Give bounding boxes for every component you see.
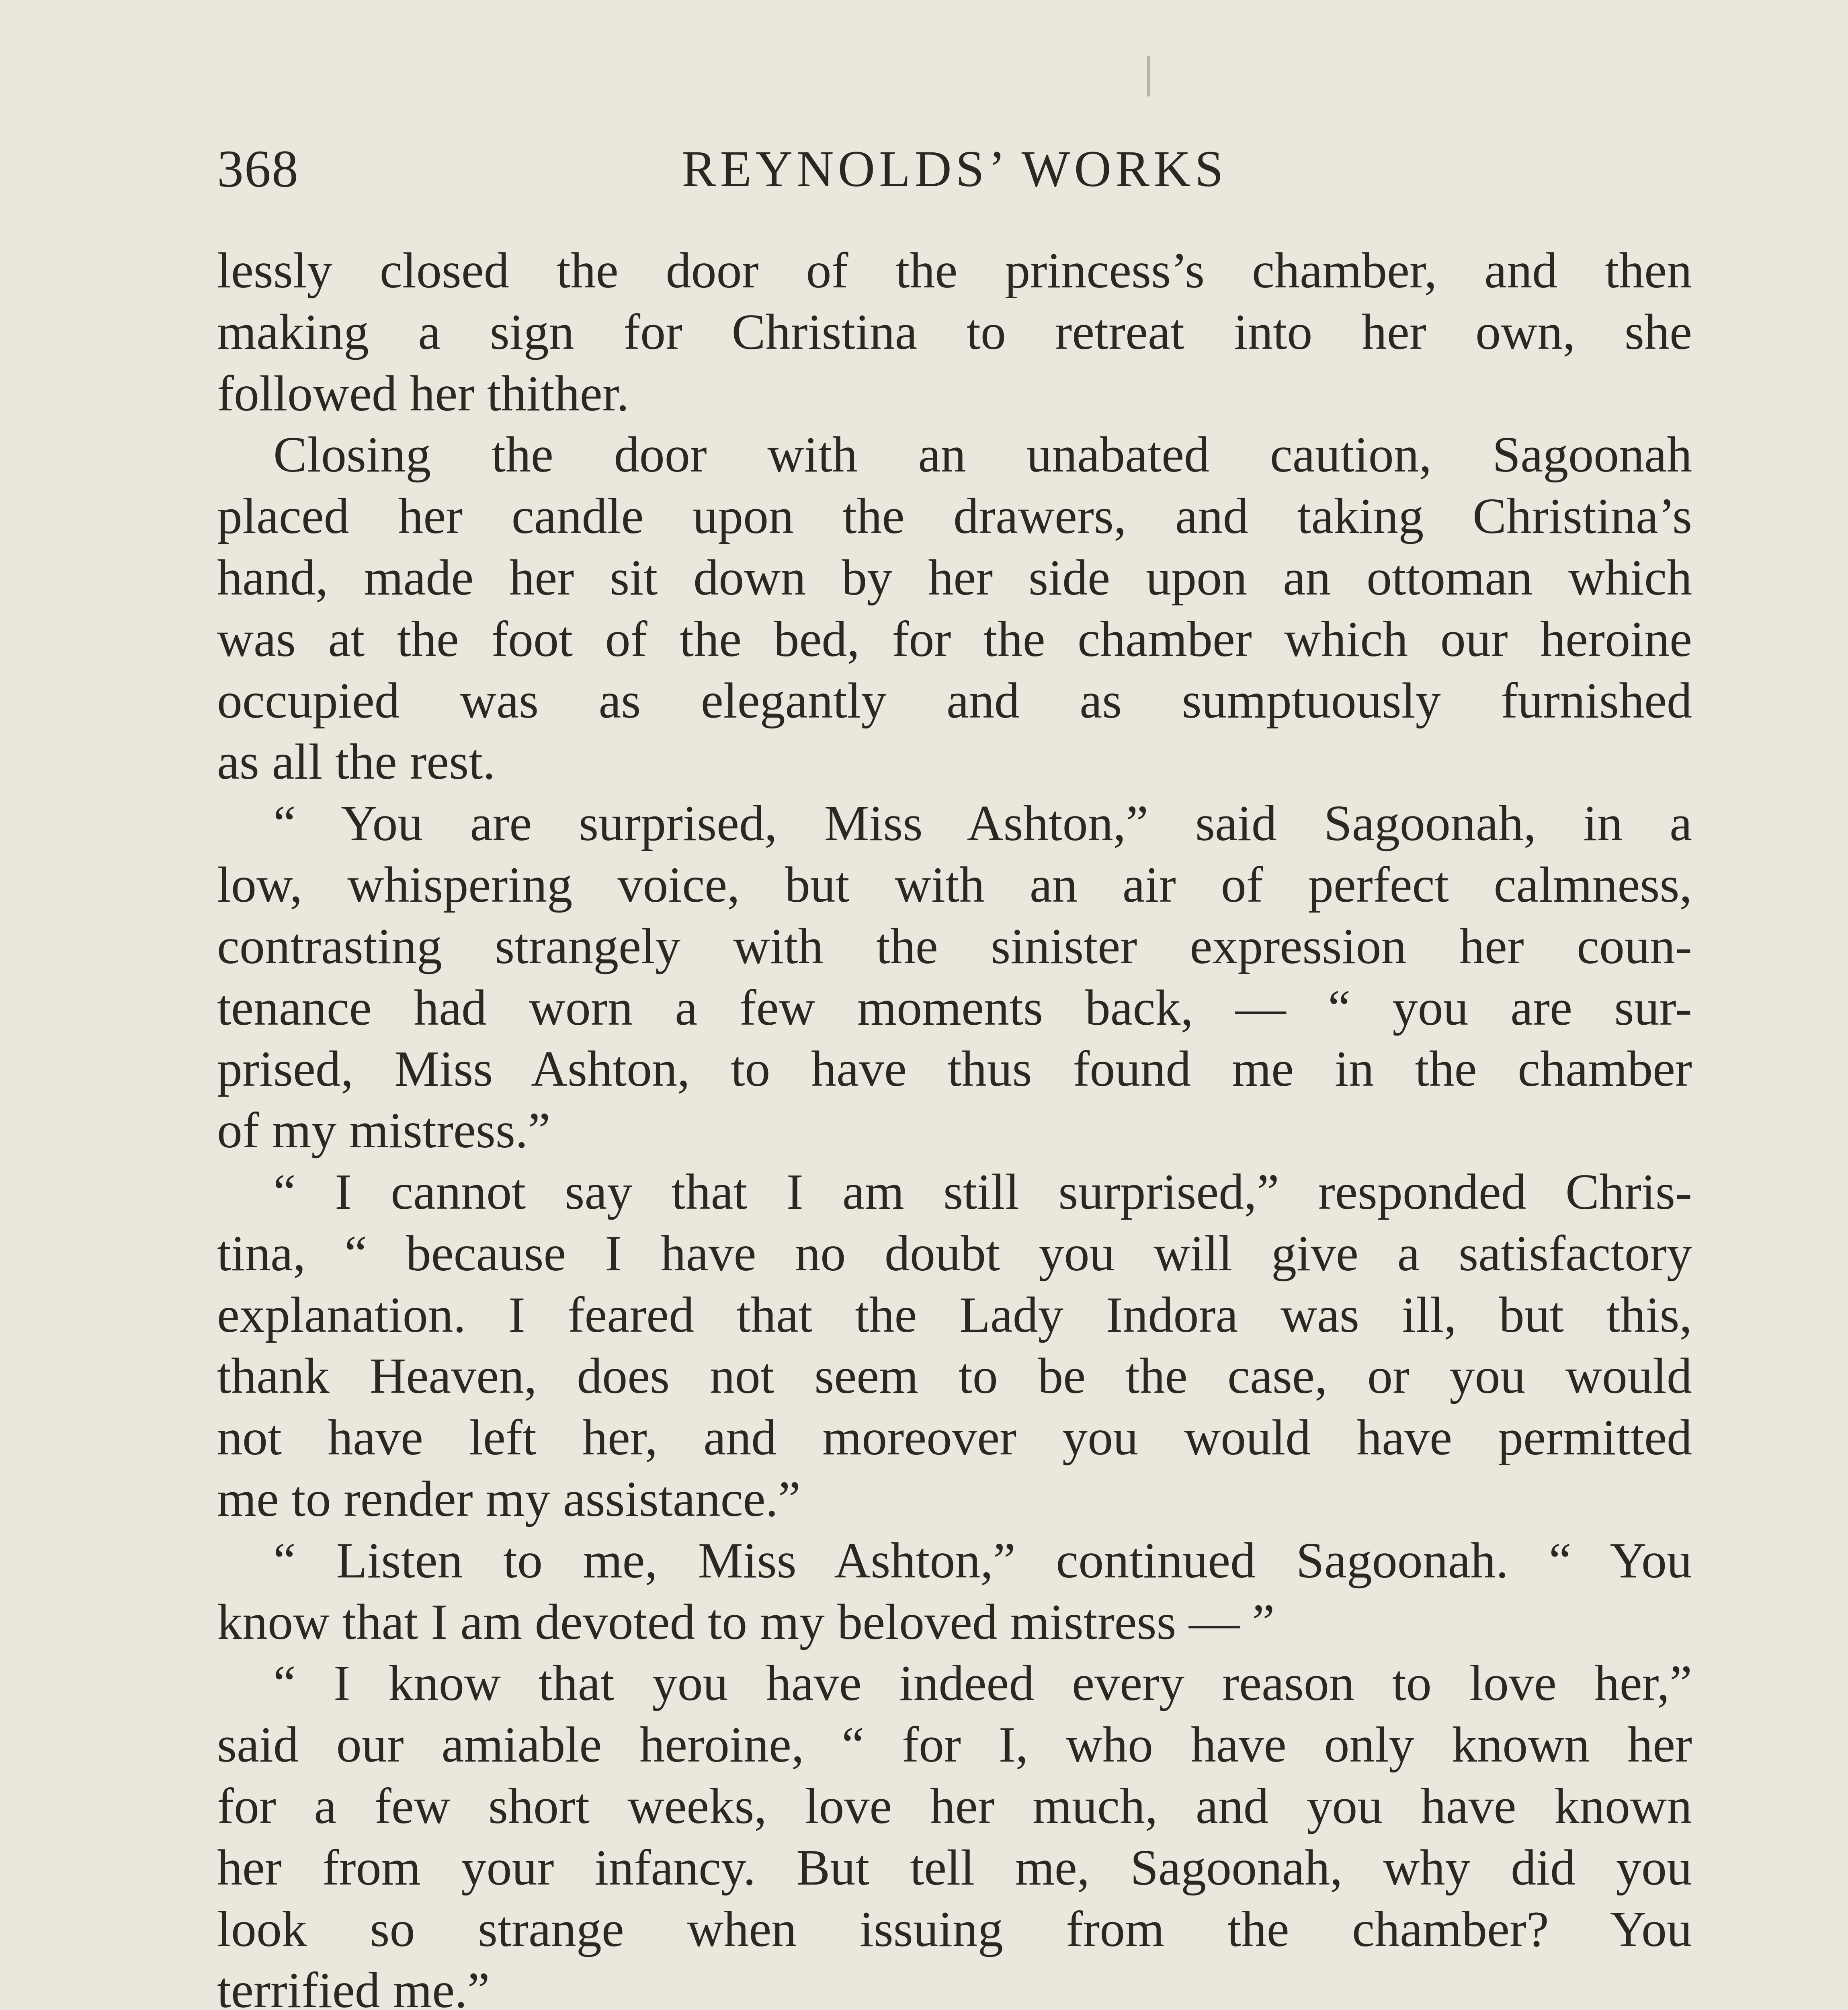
- text-line: “ I know that you have indeed every reason to love her,”: [273, 1655, 1692, 1712]
- text-line: not have left her, and moreover you would have permitted: [217, 1410, 1692, 1466]
- running-head: REYNOLDS’ WORKS: [682, 140, 1227, 197]
- scan-mark: [1147, 56, 1150, 96]
- text-line: was at the foot of the bed, for the chamber which our heroine: [217, 611, 1692, 667]
- paragraph: [217, 425, 1692, 793]
- text-line: look so strange when issuing from the chamber? You: [217, 1901, 1692, 1957]
- text-line: know that I am devoted to my beloved mistress — ”: [217, 1594, 1275, 1650]
- text-line: low, whispering voice, but with an air of perfect calmness,: [217, 857, 1692, 913]
- text-line: terrified me.”: [217, 1963, 490, 2010]
- text-line: “ You are surprised, Miss Ashton,” said Sagoonah, in a: [273, 796, 1692, 852]
- text-line: of my mistress.”: [217, 1103, 551, 1159]
- text-line: followed her thither.: [217, 365, 629, 422]
- body-text: [217, 240, 1692, 2010]
- text-line: for a few short weeks, love her much, and you have known: [217, 1778, 1692, 1834]
- text-line: thank Heaven, does not seem to be the case, or you would: [217, 1348, 1692, 1405]
- text-line: placed her candle upon the drawers, and taking Christina’s: [217, 488, 1692, 545]
- paragraph: [217, 1653, 1692, 2010]
- text-line: tina, “ because I have no doubt you will give a satisfactory: [217, 1225, 1692, 1282]
- text-line: hand, made her sit down by her side upon an ottoman which: [217, 550, 1692, 606]
- text-line: “ I cannot say that I am still surprised,” responded Chris-: [273, 1164, 1692, 1220]
- text-line: her from your infancy. But tell me, Sagoonah, why did you: [217, 1840, 1692, 1896]
- text-line: said our amiable heroine, “ for I, who have only known her: [217, 1717, 1692, 1773]
- text-line: occupied was as elegantly and as sumptuously furnished: [217, 673, 1692, 729]
- text-line: tenance had worn a few moments back, — “ you are sur-: [217, 980, 1692, 1036]
- paragraph: [217, 240, 1692, 425]
- paragraph: [217, 1530, 1692, 1653]
- paragraph: [217, 793, 1692, 1162]
- text-line: lessly closed the door of the princess’s chamber, and then: [217, 243, 1692, 299]
- page-number: 368: [217, 139, 299, 198]
- text-line: Closing the door with an unabated caution, Sagoonah: [273, 427, 1692, 483]
- text-line: prised, Miss Ashton, to have thus found me in the chamber: [217, 1041, 1692, 1097]
- text-line: explanation. I feared that the Lady Indora was ill, but this,: [217, 1287, 1692, 1343]
- page-header: [217, 129, 1692, 209]
- text-line: “ Listen to me, Miss Ashton,” continued Sagoonah. “ You: [273, 1532, 1692, 1589]
- text-line: contrasting strangely with the sinister expression her coun-: [217, 918, 1692, 974]
- paragraph: [217, 1162, 1692, 1530]
- text-line: me to render my assistance.”: [217, 1471, 801, 1527]
- text-line: making a sign for Christina to retreat into her own, she: [217, 304, 1692, 360]
- text-line: as all the rest.: [217, 734, 496, 790]
